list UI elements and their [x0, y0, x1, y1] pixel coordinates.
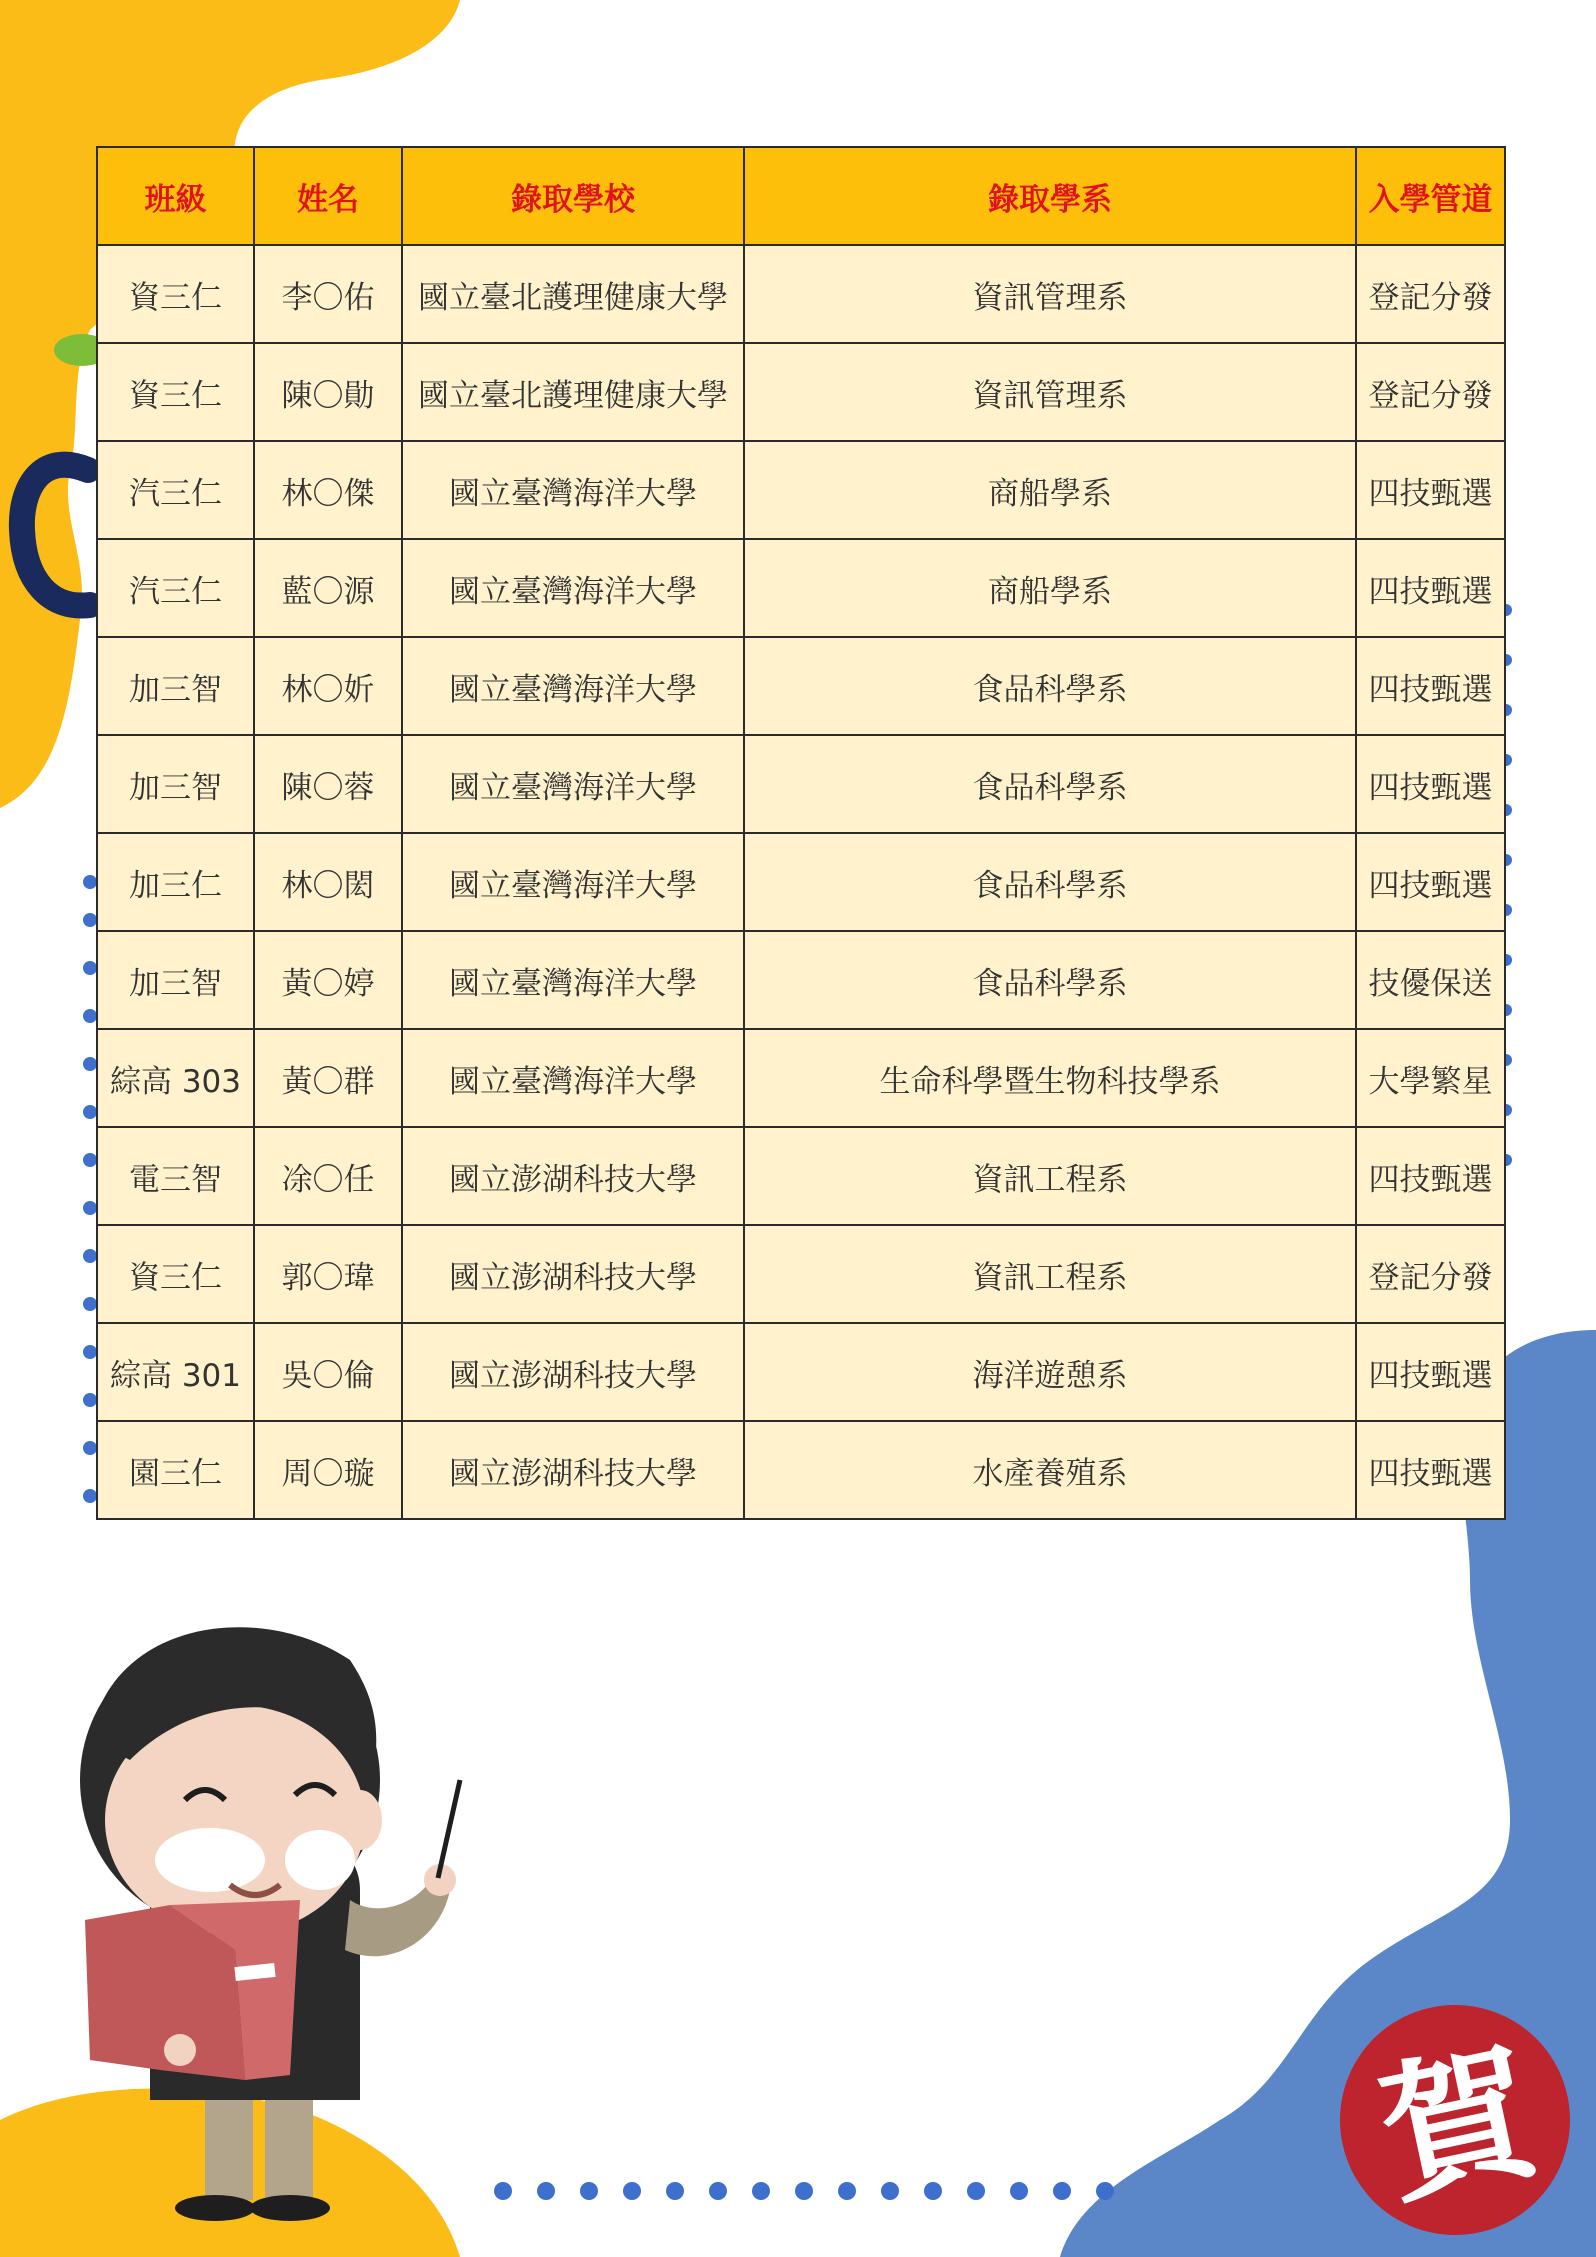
cell-name: 黃〇婷 [254, 931, 402, 1029]
bottom-dots [494, 2182, 1114, 2200]
cell-name: 陳〇蓉 [254, 735, 402, 833]
cell-department: 資訊管理系 [744, 245, 1356, 343]
header-name: 姓名 [254, 147, 402, 245]
table-row [97, 833, 1505, 931]
cell-route: 四技甄選 [1356, 833, 1505, 931]
table-row [97, 1323, 1505, 1421]
table-row [97, 539, 1505, 637]
cell-class: 電三智 [97, 1127, 254, 1225]
cell-route: 技優保送 [1356, 931, 1505, 1029]
cell-school: 國立臺灣海洋大學 [402, 1029, 744, 1127]
cell-name: 凃〇任 [254, 1127, 402, 1225]
header-admission-route: 入學管道 [1356, 147, 1505, 245]
cell-department: 海洋遊憩系 [744, 1323, 1356, 1421]
table-row [97, 1029, 1505, 1127]
admission-table [96, 146, 1506, 1520]
cell-route: 四技甄選 [1356, 441, 1505, 539]
cell-route: 四技甄選 [1356, 735, 1505, 833]
cell-name: 郭〇瑋 [254, 1225, 402, 1323]
cell-class: 加三智 [97, 637, 254, 735]
cell-name: 黃〇群 [254, 1029, 402, 1127]
cell-class: 綜高 303 [97, 1029, 254, 1127]
cell-route: 登記分發 [1356, 343, 1505, 441]
cell-school: 國立臺灣海洋大學 [402, 735, 744, 833]
cell-department: 食品科學系 [744, 931, 1356, 1029]
cell-class: 汽三仁 [97, 441, 254, 539]
cell-name: 林〇妡 [254, 637, 402, 735]
header-department: 錄取學系 [744, 147, 1356, 245]
cell-class: 加三智 [97, 735, 254, 833]
cell-name: 周〇璇 [254, 1421, 402, 1519]
cell-department: 水產養殖系 [744, 1421, 1356, 1519]
header-school: 錄取學校 [402, 147, 744, 245]
table-row [97, 1421, 1505, 1519]
cell-name: 吳〇倫 [254, 1323, 402, 1421]
cell-route: 四技甄選 [1356, 637, 1505, 735]
cell-school: 國立臺灣海洋大學 [402, 931, 744, 1029]
cell-school: 國立臺北護理健康大學 [402, 245, 744, 343]
cell-class: 綜高 301 [97, 1323, 254, 1421]
cell-class: 汽三仁 [97, 539, 254, 637]
cell-department: 食品科學系 [744, 637, 1356, 735]
cell-route: 登記分發 [1356, 245, 1505, 343]
cell-department: 食品科學系 [744, 833, 1356, 931]
cell-school: 國立臺灣海洋大學 [402, 637, 744, 735]
table-row [97, 1127, 1505, 1225]
cell-class: 加三仁 [97, 833, 254, 931]
cell-department: 生命科學暨生物科技學系 [744, 1029, 1356, 1127]
cell-class: 資三仁 [97, 1225, 254, 1323]
cell-class: 加三智 [97, 931, 254, 1029]
cell-route: 登記分發 [1356, 1225, 1505, 1323]
left-dots [83, 875, 97, 1503]
header-class: 班級 [97, 147, 254, 245]
cell-name: 林〇閎 [254, 833, 402, 931]
cell-school: 國立臺北護理健康大學 [402, 343, 744, 441]
cell-route: 大學繁星 [1356, 1029, 1505, 1127]
cell-department: 商船學系 [744, 539, 1356, 637]
cell-route: 四技甄選 [1356, 1323, 1505, 1421]
table-row [97, 931, 1505, 1029]
cell-school: 國立澎湖科技大學 [402, 1225, 744, 1323]
cell-department: 商船學系 [744, 441, 1356, 539]
cell-school: 國立臺灣海洋大學 [402, 539, 744, 637]
table-row [97, 441, 1505, 539]
cell-class: 園三仁 [97, 1421, 254, 1519]
cell-name: 藍〇源 [254, 539, 402, 637]
cell-school: 國立臺灣海洋大學 [402, 441, 744, 539]
table-row [97, 245, 1505, 343]
cell-school: 國立澎湖科技大學 [402, 1127, 744, 1225]
table-header-row [97, 147, 1505, 245]
table-row [97, 735, 1505, 833]
cell-department: 資訊工程系 [744, 1225, 1356, 1323]
table-row [97, 1225, 1505, 1323]
cell-name: 李〇佑 [254, 245, 402, 343]
cell-school: 國立澎湖科技大學 [402, 1323, 744, 1421]
cell-route: 四技甄選 [1356, 1127, 1505, 1225]
cell-name: 林〇傑 [254, 441, 402, 539]
cell-school: 國立澎湖科技大學 [402, 1421, 744, 1519]
cell-class: 資三仁 [97, 245, 254, 343]
cell-department: 食品科學系 [744, 735, 1356, 833]
cell-name: 陳〇勛 [254, 343, 402, 441]
cell-route: 四技甄選 [1356, 539, 1505, 637]
cell-school: 國立臺灣海洋大學 [402, 833, 744, 931]
stamp-character: 賀 [1366, 2023, 1550, 2227]
cell-department: 資訊工程系 [744, 1127, 1356, 1225]
cell-route: 四技甄選 [1356, 1421, 1505, 1519]
table-row [97, 637, 1505, 735]
cell-class: 資三仁 [97, 343, 254, 441]
cell-department: 資訊管理系 [744, 343, 1356, 441]
table-row [97, 343, 1505, 441]
